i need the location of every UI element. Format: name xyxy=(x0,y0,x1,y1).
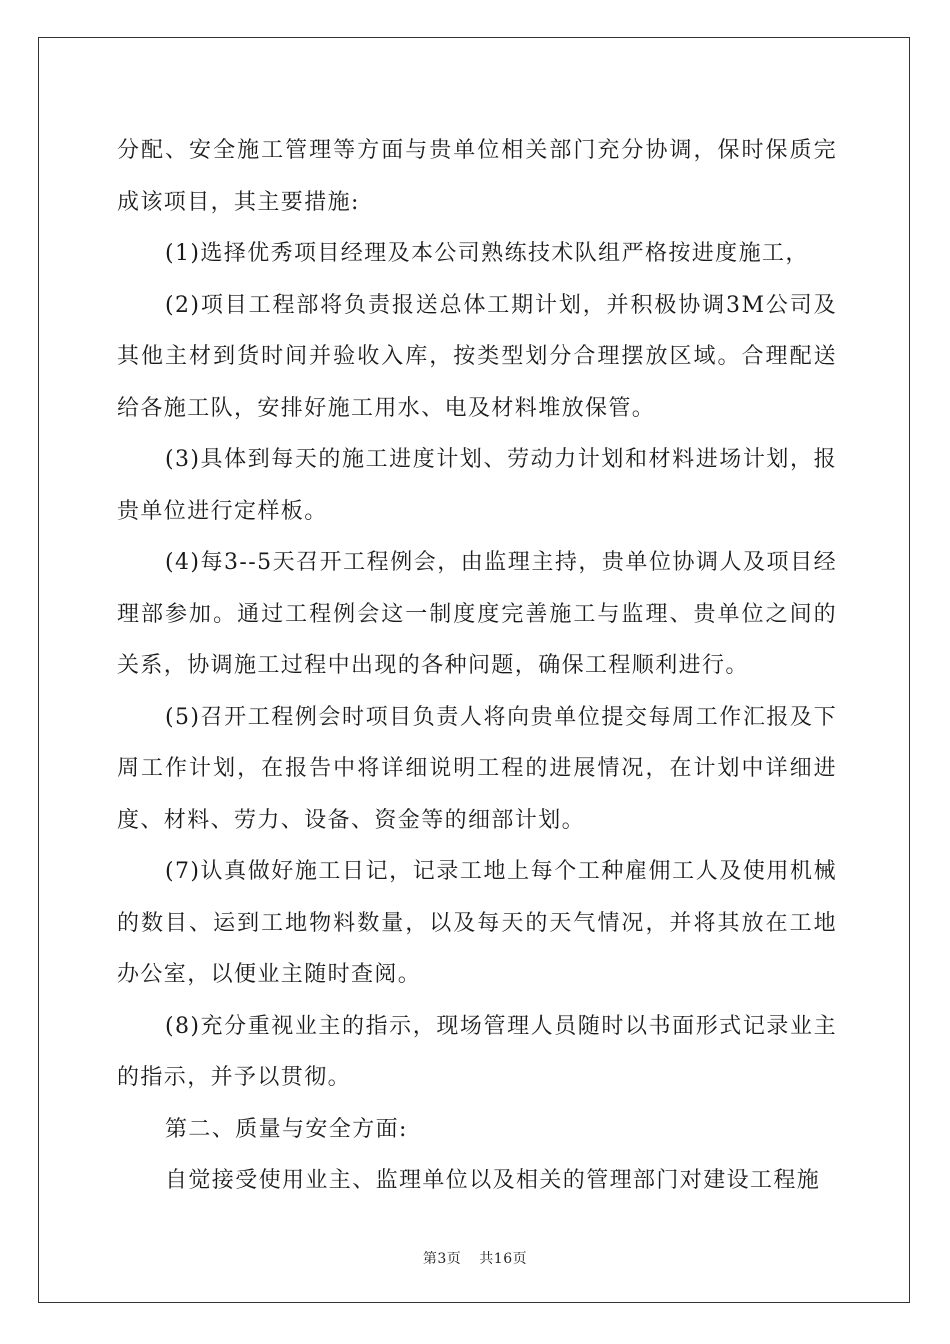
paragraph: (8)充分重视业主的指示，现场管理人员随时以书面形式记录业主的指示，并予以贯彻。 xyxy=(117,1013,837,1090)
paragraph: (2)项目工程部将负责报送总体工期计划，并积极协调3M公司及其他主材到货时间并验收入库，按类型划分合理摆放区域。合理配送给各施工队，安排好施工用水、电及材料堆放保管。 xyxy=(117,292,837,421)
paragraph: (5)召开工程例会时项目负责人将向贵单位提交每周工作汇报及下周工作计划，在报告中将详细说明工程的进展情况，在计划中详细进度、材料、劳力、设备、资金等的细部计划。 xyxy=(117,704,837,833)
page-total: 共16页 xyxy=(479,1251,528,1267)
paragraph: (7)认真做好施工日记，记录工地上每个工种雇佣工人及使用机械的数目、运到工地物料数量，以及每天的天气情况，并将其放在工地办公室，以便业主随时查阅。 xyxy=(117,859,837,987)
document-body xyxy=(117,125,837,1207)
paragraph: 自觉接受使用业主、监理单位以及相关的管理部门对建设工程施 xyxy=(165,1168,821,1193)
paragraph: (3)具体到每天的施工进度计划、劳动力计划和材料进场计划，报贵单位进行定样板。 xyxy=(117,447,837,524)
section-heading: 第二、质量与安全方面: xyxy=(165,1116,408,1142)
paragraph: 分配、安全施工管理等方面与贵单位相关部门充分协调，保时保质完成该项目，其主要措施: xyxy=(117,138,837,215)
page-footer xyxy=(0,1248,950,1268)
page-number: 第3页 xyxy=(422,1251,462,1267)
paragraph: (4)每3--5天召开工程例会，由监理主持，贵单位协调人及项目经理部参加。通过工程例会这一制度度完善施工与监理、贵单位之间的关系，协调施工过程中出现的各种问题，确保工程顺利进行。 xyxy=(117,550,837,678)
paragraph: (1)选择优秀项目经理及本公司熟练技术队组严格按进度施工， xyxy=(165,241,809,266)
